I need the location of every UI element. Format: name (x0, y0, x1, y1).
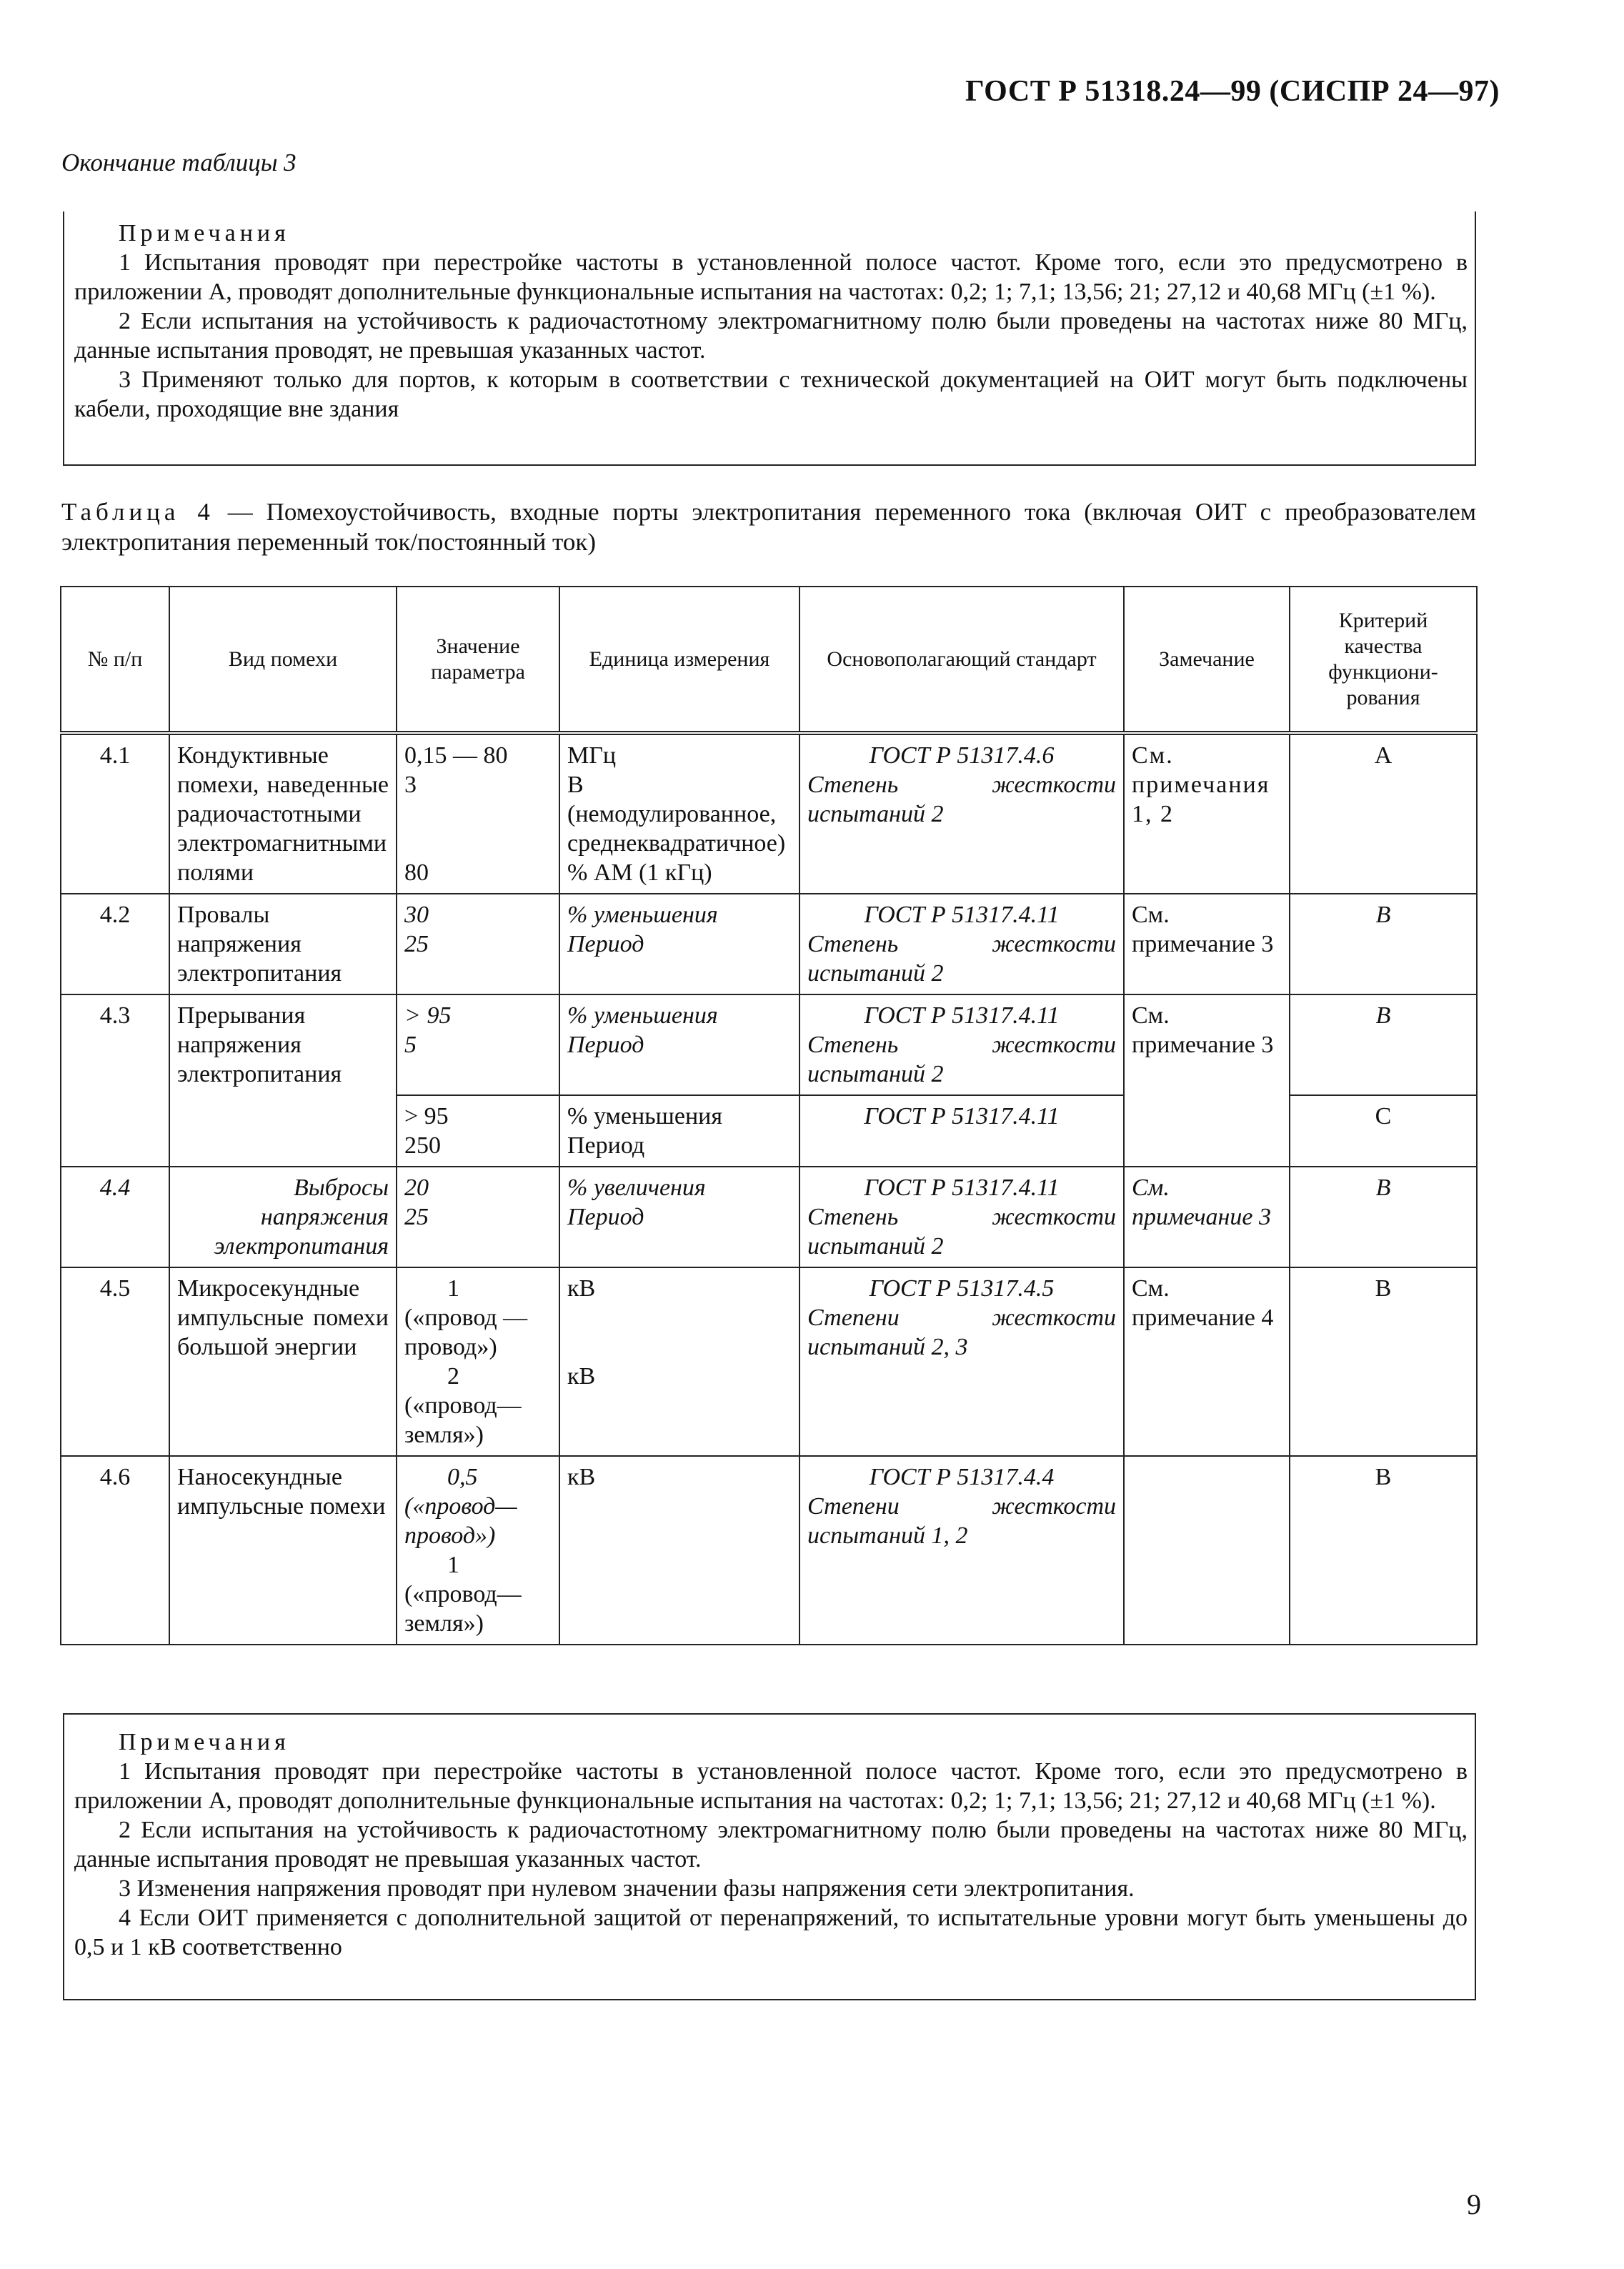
notes-top (63, 211, 1476, 466)
value-line: > 95 (404, 1103, 449, 1129)
row-kind: Прерывания напряжения электропитания (169, 994, 397, 1167)
header-unit: Единица измерения (559, 587, 799, 733)
row-standard (799, 894, 1124, 994)
table-continuation-title: Окончание таблицы 3 (61, 149, 297, 176)
notes-top-item-2: 2 Если испытания на устойчивость к радиочастотному электромагнитному полю были проведены на частотах ниже 80 МГц, данные испытания проводят, не превышая указанных частот. (74, 308, 1468, 364)
value-line: > 95 (404, 1002, 452, 1029)
value-line: 30 (404, 902, 429, 928)
unit-line: Период (567, 1132, 645, 1159)
row-value (397, 894, 559, 994)
header-kind: Вид помехи (169, 587, 397, 733)
standard-line: Степени жесткости испытаний 1, 2 (807, 1493, 1116, 1549)
standard-line: ГОСТ Р 51317.4.5 (869, 1275, 1055, 1302)
table-row (61, 1167, 1477, 1267)
row-remark: См. примечание 3 (1124, 894, 1290, 994)
row-unit (559, 994, 799, 1095)
notes-bottom-item-2: 2 Если испытания на устойчивость к радиочастотному электромагнитному полю были проведены на частотах ниже 80 МГц, данные испытания проводят не превышая указанных частот. (74, 1817, 1468, 1872)
unit-line: кВ (567, 1363, 596, 1390)
row-kind: Провалы напряжения электропитания (169, 894, 397, 994)
row-remark: См. примечание 3 (1124, 994, 1290, 1167)
unit-line: МГц (567, 742, 617, 769)
standard-line: ГОСТ Р 51317.4.6 (869, 742, 1055, 769)
value-line: 5 (404, 1032, 417, 1058)
value-line: 1 («провод— земля») (404, 1552, 522, 1637)
row-remark: См. примечание 3 (1124, 1167, 1290, 1267)
notes-bottom-item-1: 1 Испытания проводят при перестройке частоты в установленной полосе частот. Кроме того, если это предусмотрено в приложении А, проводят дополнительные функциональные испытания на частотах: 0,2; 1; 7,1; 13,56; 21; 27,12 и 40,68 МГц (±1 %). (74, 1758, 1468, 1814)
row-criterion: В (1290, 1456, 1477, 1645)
row-num: 4.5 (61, 1267, 169, 1456)
standard-line: Степени жесткости испытаний 2, 3 (807, 1305, 1116, 1360)
table-header-row (61, 587, 1477, 733)
row-criterion: В (1290, 1267, 1477, 1456)
header-criterion: Критерий качества функциони-рования (1290, 587, 1477, 733)
value-line: 3 (404, 772, 417, 798)
standard-line: Степень жесткости испытаний 2 (807, 931, 1116, 987)
row-remark (1124, 1456, 1290, 1645)
table-4-caption-text: — Помехоустойчивость, входные порты электропитания переменного тока (включая ОИТ с преобразователем электропитания переменный ток/постоянный ток) (61, 498, 1476, 556)
row-criterion: B (1290, 1167, 1477, 1267)
row-unit (559, 894, 799, 994)
row-num: 4.4 (61, 1167, 169, 1267)
unit-line: % уменьшения (567, 1103, 722, 1129)
row-value (397, 733, 559, 894)
row-num: 4.6 (61, 1456, 169, 1645)
table-4-caption (61, 497, 1476, 557)
table-row (61, 1456, 1477, 1645)
value-line: 25 (404, 931, 429, 957)
page-number: 9 (1467, 2188, 1481, 2220)
unit-line: Период (567, 931, 644, 957)
standard-line: Степень жесткости испытаний 2 (807, 1032, 1116, 1087)
unit-line: % АМ (1 кГц) (567, 859, 712, 886)
table-row (61, 894, 1477, 994)
value-line: 0,5 («провод— провод») (404, 1464, 517, 1549)
notes-top-item-3: 3 Применяют только для портов, к которым в соответствии с технической документацией на ОИТ могут быть подключены кабели, проходящие вне здания (74, 366, 1468, 422)
document-code-header: ГОСТ Р 51318.24—99 (СИСПР 24—97) (965, 75, 1500, 108)
row-criterion: А (1290, 733, 1477, 894)
notes-bottom-item-4: 4 Если ОИТ применяется с дополнительной защитой от перенапряжений, то испытательные уровни могут быть уменьшены до 0,5 и 1 кВ соответственно (74, 1905, 1468, 1960)
table-row (61, 1267, 1477, 1456)
row-kind: Наносекундные импульсные помехи (169, 1456, 397, 1645)
header-value: Значение параметра (397, 587, 559, 733)
standard-line: Степень жесткости испытаний 2 (807, 1204, 1116, 1260)
row-criterion: B (1290, 894, 1477, 994)
notes-bottom-title: Примечания (119, 1729, 290, 1755)
standard-line: ГОСТ Р 51317.4.11 (864, 902, 1060, 928)
row-standard (799, 1167, 1124, 1267)
unit-line: Период (567, 1032, 644, 1058)
row-kind: Кондуктивные помехи, наведенные радиочастотными электромагнитными полями (169, 733, 397, 894)
value-line: 25 (404, 1204, 429, 1230)
row-standard (799, 1456, 1124, 1645)
unit-line: % уменьшения (567, 1002, 718, 1029)
row-kind: Выбросы напряжения электропитания (169, 1167, 397, 1267)
row-standard (799, 994, 1124, 1095)
table-4-label: Таблица 4 (61, 498, 214, 526)
row-value (397, 1267, 559, 1456)
unit-line: кВ (567, 1275, 596, 1302)
value-line: 20 (404, 1175, 429, 1201)
notes-bottom-item-3: 3 Изменения напряжения проводят при нулевом значении фазы напряжения сети электропитания. (119, 1875, 1135, 1902)
unit-line: % уменьшения (567, 902, 718, 928)
row-unit (559, 1095, 799, 1167)
value-line: 80 (404, 859, 429, 886)
row-remark: См. примечание 4 (1124, 1267, 1290, 1456)
row-value (397, 1167, 559, 1267)
row-standard: ГОСТ Р 51317.4.11 (799, 1095, 1124, 1167)
row-standard (799, 1267, 1124, 1456)
row-value (397, 1095, 559, 1167)
row-value (397, 1456, 559, 1645)
row-kind: Микросекундные импульсные помехи большой энергии (169, 1267, 397, 1456)
notes-top-item-1: 1 Испытания проводят при перестройке частоты в установленной полосе частот. Кроме того, если это предусмотрено в приложении А, проводят дополнительные функциональные испытания на частотах: 0,2; 1; 7,1; 13,56; 21; 27,12 и 40,68 МГц (±1 %). (74, 249, 1468, 305)
row-criterion: B (1290, 994, 1477, 1095)
table-4 (60, 586, 1478, 1645)
row-value (397, 994, 559, 1095)
header-num: № п/п (61, 587, 169, 733)
standard-line: ГОСТ Р 51317.4.11 (864, 1175, 1060, 1201)
row-num: 4.1 (61, 733, 169, 894)
table-row (61, 733, 1477, 894)
value-line: 0,15 — 80 (404, 742, 508, 769)
row-unit (559, 1167, 799, 1267)
standard-line: Степень жесткости испытаний 2 (807, 772, 1116, 827)
row-unit (559, 1267, 799, 1456)
unit-line: % увеличения (567, 1175, 706, 1201)
row-unit (559, 733, 799, 894)
row-standard (799, 733, 1124, 894)
standard-line: ГОСТ Р 51317.4.11 (864, 1002, 1060, 1029)
header-remark: Замечание (1124, 587, 1290, 733)
value-line: 1 («провод — провод») (404, 1275, 528, 1360)
row-remark: См. примечания 1, 2 (1124, 733, 1290, 894)
value-line: 2 («провод— земля») (404, 1363, 522, 1448)
row-unit: кВ (559, 1456, 799, 1645)
table-row (61, 994, 1477, 1095)
header-standard: Основополагающий стандарт (799, 587, 1124, 733)
unit-line: В (немодулированное, среднеквадратичное) (567, 772, 786, 857)
standard-line: ГОСТ Р 51317.4.4 (869, 1464, 1055, 1490)
unit-line: Период (567, 1204, 644, 1230)
row-num: 4.3 (61, 994, 169, 1167)
row-num: 4.2 (61, 894, 169, 994)
row-criterion: С (1290, 1095, 1477, 1167)
notes-top-title: Примечания (119, 220, 290, 246)
value-line: 250 (404, 1132, 441, 1159)
notes-bottom (63, 1713, 1476, 2000)
